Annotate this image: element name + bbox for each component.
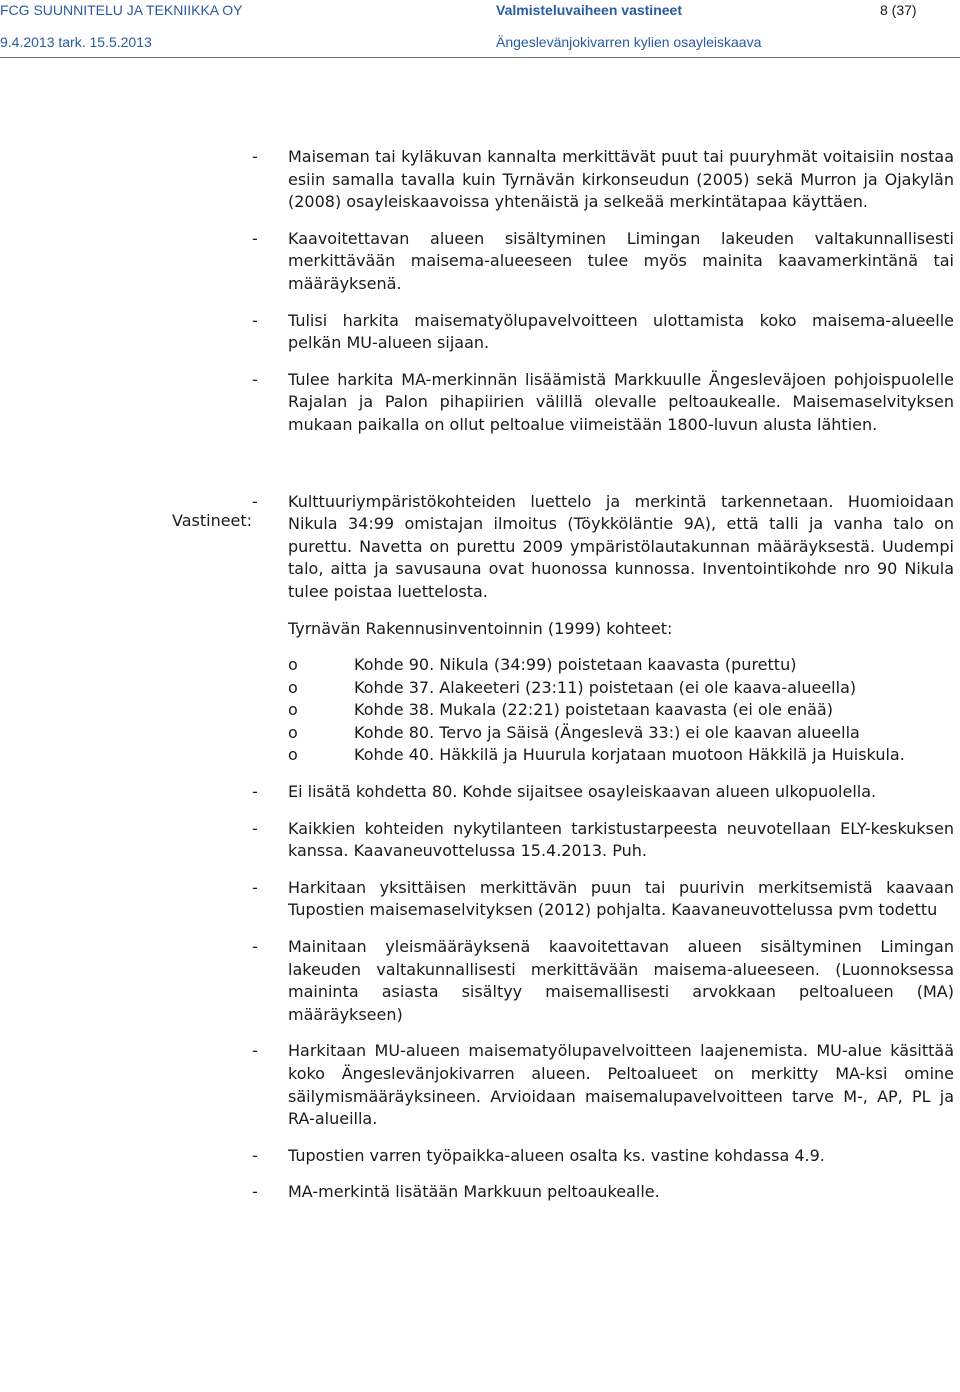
bullet-marker: o (288, 745, 298, 765)
inventory-heading: Tyrnävän Rakennusinventoinnin (1999) kohteet: (288, 618, 673, 638)
dash-marker: - (252, 369, 258, 389)
dash-marker: - (252, 1182, 258, 1202)
plan-name: Ängeslevänjokivarren kylien osayleiskaava (496, 34, 762, 50)
responses-label: Vastineet: (172, 511, 253, 530)
bullet-marker: o (288, 677, 298, 697)
dash-marker: - (252, 782, 258, 802)
response-text: Mainitaan yleismääräyksenä kaavoitettavan alueen sisältyminen Limingan lakeuden valtakunnallisesti merkittävään maisema-alueeseen. (Luonnoksessa maininta asiasta sisältyy maisemallisesti arvokkaan peltoalueen (MA) määräykseen) (288, 937, 954, 1024)
response-item (252, 936, 954, 1026)
inventory-item (288, 654, 954, 677)
company-name: FCG SUUNNITELU JA TEKNIIKKA OY (0, 2, 243, 18)
response-text: Kaikkien kohteiden nykytilanteen tarkistustarpeesta neuvotellaan ELY-keskuksen kanssa. Kaavaneuvottelussa 15.4.2013. Puh. (288, 818, 954, 861)
response-text: Harkitaan yksittäisen merkittävän puun tai puurivin merkitsemistä kaavaan Tupostien maisemaselvityksen (2012) pohjalta. Kaavaneuvottelussa pvm todettu (288, 877, 954, 920)
response-item (252, 1181, 954, 1204)
dash-marker: - (252, 310, 258, 330)
response-item (252, 1040, 954, 1130)
comment-text: Kaavoitettavan alueen sisältyminen Limingan lakeuden valtakunnallisesti merkittävään maisema-alueeseen tulee myös mainita kaavamerkintänä tai määräyksenä. (288, 228, 954, 293)
response-item (252, 818, 954, 863)
dash-marker: - (252, 1041, 258, 1061)
page-number: 8 (37) (880, 2, 917, 18)
page-header (0, 2, 960, 22)
response-text: Tupostien varren työpaikka-alueen osalta ks. vastine kohdassa 4.9. (288, 1145, 825, 1165)
inventory-item (288, 699, 954, 722)
document-date: 9.4.2013 tark. 15.5.2013 (0, 34, 152, 50)
document-body (252, 146, 954, 1204)
response-text: Ei lisätä kohdetta 80. Kohde sijaitsee osayleiskaavan alueen ulkopuolella. (288, 782, 877, 802)
inventory-text: Kohde 38. Mukala (22:21) poistetaan kaavasta (ei ole enää) (354, 700, 833, 720)
response-text: MA-merkintä lisätään Markkuun peltoaukealle. (288, 1182, 660, 1202)
inventory-text: Kohde 80. Tervo ja Säisä (Ängeslevä 33:) ei ole kaavan alueella (354, 722, 860, 742)
response-item (252, 491, 954, 604)
comment-item (252, 228, 954, 296)
inventory-list (252, 654, 954, 767)
inventory-text: Kohde 90. Nikula (34:99) poistetaan kaavasta (purettu) (354, 655, 797, 675)
dash-marker: - (252, 147, 258, 166)
bullet-marker: o (288, 655, 298, 675)
response-item (252, 877, 954, 922)
inventory-item (288, 744, 954, 767)
document-title: Valmisteluvaiheen vastineet (496, 2, 682, 18)
page-subheader (0, 34, 960, 54)
response-text: Kulttuuriympäristökohteiden luettelo ja merkintä tarkennetaan. Huomioidaan Nikula 34:99 omistajan ilmoitus (Töykköläntie 9A), että talli ja vanha talo on purettu. Navetta on purettu 2009 ympäristölautakunnan määräyksestä. Uudempi talo, aitta ja savusauna ovat huonossa kunnossa. Inventointikohde nro 90 Nikula tulee poistaa luettelosta. (288, 491, 954, 601)
comment-item (252, 369, 954, 437)
comment-text: Maiseman tai kyläkuvan kannalta merkittävät puut tai puuryhmät voitaisiin nostaa esiin samalla tavalla kuin Tyrnävän kirkonseudun (2005) sekä Murron ja Ojakylän (2008) osayleiskaavoissa yhtenäistä ja selkeää merkintätapaa käyttäen. (288, 147, 954, 212)
comment-item (252, 310, 954, 355)
comment-item (252, 146, 954, 214)
inventory-text: Kohde 40. Häkkilä ja Huurula korjataan muotoon Häkkilä ja Huiskula. (354, 745, 905, 765)
dash-marker: - (252, 1145, 258, 1165)
bullet-marker: o (288, 722, 298, 742)
dash-marker: - (252, 937, 258, 957)
bullet-marker: o (288, 700, 298, 720)
response-item (252, 1145, 954, 1168)
dash-marker: - (252, 491, 258, 511)
response-text: Harkitaan MU-alueen maisematyölupavelvoitteen laajenemista. MU-alue käsittää koko Ängeslevänjokivarren alueen. Peltoalueet on merkitty MA-ksi omine säilymismääräyksineen. Arvioidaan maisemalupavelvoitteen tarve M-, AP, PL ja RA-alueilla. (288, 1041, 954, 1129)
response-item (252, 781, 954, 804)
inventory-text: Kohde 37. Alakeeteri (23:11) poistetaan (ei ole kaava-alueella) (354, 677, 857, 697)
dash-marker: - (252, 228, 258, 248)
inventory-item (288, 722, 954, 745)
inventory-item (288, 677, 954, 700)
comment-text: Tulisi harkita maisematyölupavelvoitteen ulottamista koko maisema-alueelle pelkän MU-alueen sijaan. (288, 310, 954, 353)
comment-text: Tulee harkita MA-merkinnän lisäämistä Markkuulle Ängesleväjoen pohjoispuolelle Rajalan ja Palon pihapiirien välillä olevalle peltoaukealle. Maisemaselvityksen mukaan paikalla on ollut peltoalue viimeistään 1800-luvun alusta lähtien. (288, 369, 954, 434)
dash-marker: - (252, 818, 258, 838)
header-divider (0, 57, 960, 58)
dash-marker: - (252, 877, 258, 897)
